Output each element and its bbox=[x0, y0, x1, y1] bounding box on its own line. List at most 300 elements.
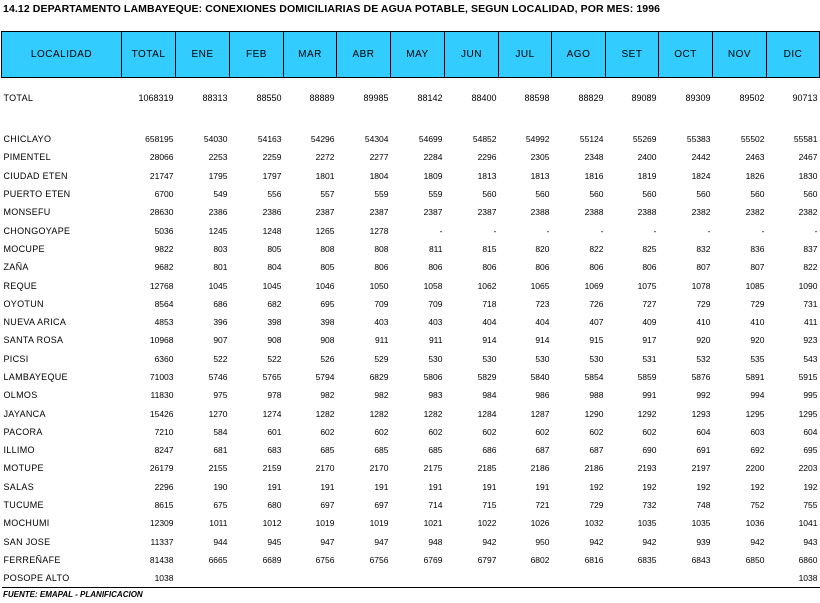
value-cell: 531 bbox=[642, 353, 657, 364]
table-row bbox=[2, 441, 820, 459]
table-row bbox=[2, 221, 820, 239]
value-cell: 54699 bbox=[418, 134, 443, 145]
value-cell: 5036 bbox=[154, 225, 174, 236]
value-cell: 832 bbox=[696, 243, 711, 254]
value-cell: 11337 bbox=[150, 536, 174, 547]
table-row bbox=[2, 386, 820, 404]
value-cell: 709 bbox=[428, 298, 443, 309]
value-cell: 806 bbox=[374, 262, 389, 273]
value-cell: 21747 bbox=[149, 170, 174, 181]
value-cell: 2296 bbox=[154, 481, 174, 492]
value-cell: 559 bbox=[428, 189, 443, 200]
value-cell: 1075 bbox=[637, 280, 657, 291]
value-cell: 1809 bbox=[423, 170, 443, 181]
value-cell: 943 bbox=[803, 536, 818, 547]
value-cell: 1795 bbox=[208, 170, 228, 181]
value-cell: 602 bbox=[320, 426, 335, 437]
value-cell bbox=[337, 569, 391, 588]
value-cell: 2387 bbox=[369, 207, 389, 218]
value-cell: 191 bbox=[428, 481, 443, 492]
value-cell: 560 bbox=[642, 189, 657, 200]
value-cell: 986 bbox=[535, 390, 550, 401]
value-cell: 920 bbox=[696, 335, 711, 346]
value-cell: 2386 bbox=[208, 207, 228, 218]
value-cell: 530 bbox=[482, 353, 497, 364]
value-cell: 1045 bbox=[262, 280, 282, 291]
table-row bbox=[2, 533, 820, 551]
value-cell: 560 bbox=[589, 189, 604, 200]
value-cell: 88829 bbox=[578, 93, 604, 103]
value-cell: 5746 bbox=[208, 372, 228, 382]
value-cell: 1274 bbox=[262, 408, 282, 419]
value-cell: 2155 bbox=[208, 463, 228, 474]
value-cell: - bbox=[600, 225, 604, 236]
value-cell: 602 bbox=[482, 426, 497, 437]
value-cell: 983 bbox=[428, 390, 443, 401]
value-cell: 55581 bbox=[793, 134, 818, 145]
value-cell: 942 bbox=[642, 536, 657, 547]
value-cell: 806 bbox=[535, 262, 550, 273]
value-cell: 718 bbox=[482, 298, 497, 309]
value-cell: 28066 bbox=[149, 152, 174, 163]
value-cell: 994 bbox=[750, 390, 765, 401]
value-cell: 914 bbox=[482, 335, 497, 346]
value-cell: 560 bbox=[750, 189, 765, 200]
value-cell: - bbox=[653, 225, 657, 236]
value-cell: 543 bbox=[803, 353, 818, 364]
value-cell: 2382 bbox=[745, 207, 765, 218]
column-header-mar: MAR bbox=[284, 32, 337, 78]
value-cell bbox=[499, 569, 552, 588]
table-row bbox=[2, 185, 820, 203]
value-cell: 1265 bbox=[315, 225, 335, 236]
value-cell: 945 bbox=[267, 536, 282, 547]
value-cell: 942 bbox=[589, 536, 604, 547]
value-cell: 801 bbox=[213, 262, 228, 273]
value-cell: 2186 bbox=[530, 463, 550, 474]
value-cell: 89309 bbox=[685, 93, 711, 103]
value-cell: 522 bbox=[267, 353, 282, 364]
value-cell: 992 bbox=[696, 390, 711, 401]
value-cell: 5859 bbox=[637, 372, 657, 382]
value-cell: 692 bbox=[750, 445, 765, 456]
total-row bbox=[2, 86, 820, 110]
value-cell: 55269 bbox=[632, 134, 657, 145]
value-cell: 560 bbox=[803, 189, 818, 200]
locality-cell: FERREÑAFE bbox=[3, 554, 61, 565]
value-cell: 584 bbox=[213, 426, 228, 437]
value-cell: 2277 bbox=[369, 152, 389, 163]
value-cell: 805 bbox=[267, 243, 282, 254]
value-cell: 2348 bbox=[584, 152, 604, 163]
value-cell: 1058 bbox=[423, 280, 443, 291]
value-cell: 603 bbox=[750, 426, 765, 437]
value-cell: 2463 bbox=[745, 152, 765, 163]
value-cell: 54992 bbox=[525, 134, 550, 145]
value-cell: 1085 bbox=[745, 280, 765, 291]
value-cell: 2193 bbox=[637, 463, 657, 474]
value-cell: 556 bbox=[267, 189, 282, 200]
locality-cell: LAMBAYEQUE bbox=[3, 372, 68, 382]
table-row bbox=[2, 404, 820, 422]
value-cell: 9822 bbox=[154, 243, 174, 254]
value-cell: 695 bbox=[320, 298, 335, 309]
value-cell: 88313 bbox=[202, 93, 228, 103]
value-cell: 690 bbox=[642, 445, 657, 456]
column-header-jul: JUL bbox=[499, 32, 552, 78]
value-cell bbox=[445, 569, 499, 588]
value-cell: 1036 bbox=[745, 518, 765, 529]
value-cell: 687 bbox=[589, 445, 604, 456]
value-cell: 947 bbox=[374, 536, 389, 547]
value-cell: 602 bbox=[374, 426, 389, 437]
locality-cell: SAN JOSE bbox=[3, 536, 51, 547]
value-cell: 2388 bbox=[584, 207, 604, 218]
value-cell: 982 bbox=[320, 390, 335, 401]
column-header-abr: ABR bbox=[337, 32, 391, 78]
value-cell: 942 bbox=[750, 536, 765, 547]
value-cell: 1046 bbox=[315, 280, 335, 291]
value-cell: 806 bbox=[482, 262, 497, 273]
value-cell: 190 bbox=[213, 481, 228, 492]
value-cell: 8564 bbox=[154, 298, 174, 309]
value-cell: 560 bbox=[696, 189, 711, 200]
value-cell: 1035 bbox=[637, 518, 657, 529]
value-cell: 681 bbox=[213, 445, 228, 456]
value-cell: - bbox=[439, 225, 443, 236]
value-cell: 1062 bbox=[477, 280, 497, 291]
value-cell: 815 bbox=[482, 243, 497, 254]
value-cell: 2400 bbox=[637, 152, 657, 163]
value-cell: 2175 bbox=[423, 463, 443, 474]
value-cell: 732 bbox=[642, 500, 657, 511]
value-cell: 404 bbox=[535, 317, 550, 328]
locality-cell: CHONGOYAPE bbox=[3, 225, 71, 236]
value-cell: 532 bbox=[696, 353, 711, 364]
value-cell: 729 bbox=[589, 500, 604, 511]
value-cell: 8247 bbox=[154, 445, 174, 456]
value-cell: 808 bbox=[374, 243, 389, 254]
value-cell: 680 bbox=[267, 500, 282, 511]
value-cell: 28630 bbox=[149, 207, 174, 218]
value-cell: 602 bbox=[535, 426, 550, 437]
value-cell: 1819 bbox=[637, 170, 657, 181]
value-cell: 675 bbox=[213, 500, 228, 511]
value-cell: 2305 bbox=[530, 152, 550, 163]
value-cell: 1816 bbox=[584, 170, 604, 181]
value-cell: 71003 bbox=[149, 372, 174, 382]
value-cell: 988 bbox=[589, 390, 604, 401]
value-cell: 6835 bbox=[637, 554, 657, 565]
value-cell: 950 bbox=[535, 536, 550, 547]
value-cell: 54852 bbox=[472, 134, 497, 145]
value-cell: 5891 bbox=[745, 372, 765, 382]
locality-cell: REQUE bbox=[3, 280, 38, 291]
value-cell: 88598 bbox=[524, 93, 550, 103]
value-cell: 1801 bbox=[315, 170, 335, 181]
value-cell: 6665 bbox=[208, 554, 228, 565]
value-cell: 939 bbox=[696, 536, 711, 547]
value-cell: 920 bbox=[750, 335, 765, 346]
value-cell: - bbox=[761, 225, 765, 236]
value-cell: 948 bbox=[428, 536, 443, 547]
value-cell: 709 bbox=[374, 298, 389, 309]
value-cell: 88889 bbox=[309, 93, 335, 103]
value-cell: 721 bbox=[535, 500, 550, 511]
table-row bbox=[2, 295, 820, 313]
value-cell: 2200 bbox=[745, 463, 765, 474]
value-cell: 530 bbox=[589, 353, 604, 364]
value-cell: 2159 bbox=[262, 463, 282, 474]
value-cell: 697 bbox=[320, 500, 335, 511]
value-cell: 715 bbox=[482, 500, 497, 511]
value-cell: 2170 bbox=[315, 463, 335, 474]
locality-cell: MONSEFU bbox=[3, 207, 51, 218]
locality-cell: ZAÑA bbox=[3, 262, 29, 273]
value-cell: 822 bbox=[803, 262, 818, 273]
value-cell: 557 bbox=[320, 189, 335, 200]
value-cell: 1026 bbox=[530, 518, 550, 529]
table-row bbox=[2, 313, 820, 331]
value-cell: 191 bbox=[482, 481, 497, 492]
value-cell: 602 bbox=[589, 426, 604, 437]
value-cell: 686 bbox=[213, 298, 228, 309]
value-cell: 191 bbox=[535, 481, 550, 492]
locality-cell: TOTAL bbox=[3, 93, 34, 103]
locality-cell: JAYANCA bbox=[3, 408, 46, 419]
value-cell: 529 bbox=[374, 353, 389, 364]
value-cell: 191 bbox=[267, 481, 282, 492]
value-cell: 808 bbox=[320, 243, 335, 254]
value-cell: 2442 bbox=[691, 152, 711, 163]
value-cell: 398 bbox=[267, 317, 282, 328]
value-cell: 403 bbox=[374, 317, 389, 328]
value-cell: 55124 bbox=[579, 134, 604, 145]
value-cell: 726 bbox=[589, 298, 604, 309]
value-cell: 191 bbox=[320, 481, 335, 492]
value-cell: 687 bbox=[535, 445, 550, 456]
value-cell: 978 bbox=[267, 390, 282, 401]
value-cell: 11830 bbox=[150, 390, 174, 401]
spacer-row bbox=[2, 110, 820, 130]
value-cell: 2272 bbox=[315, 152, 335, 163]
header-row bbox=[2, 32, 820, 78]
value-cell: 6700 bbox=[154, 189, 174, 200]
locality-cell: TUCUME bbox=[3, 500, 44, 511]
value-cell: 530 bbox=[535, 353, 550, 364]
value-cell: 2259 bbox=[262, 152, 282, 163]
value-cell: 2185 bbox=[477, 463, 497, 474]
value-cell: 602 bbox=[428, 426, 443, 437]
value-cell: 1090 bbox=[798, 280, 818, 291]
value-cell: 1287 bbox=[530, 408, 550, 419]
value-cell: 995 bbox=[803, 390, 818, 401]
value-cell: 1035 bbox=[691, 518, 711, 529]
value-cell: 685 bbox=[320, 445, 335, 456]
locality-cell: NUEVA ARICA bbox=[3, 317, 67, 328]
value-cell bbox=[606, 569, 659, 588]
column-header-ago: AGO bbox=[552, 32, 606, 78]
value-cell: 1284 bbox=[477, 408, 497, 419]
value-cell bbox=[659, 569, 713, 588]
value-cell: 6802 bbox=[530, 554, 550, 565]
value-cell: 5854 bbox=[584, 372, 604, 382]
value-cell: 8615 bbox=[154, 500, 174, 511]
value-cell: 89089 bbox=[631, 93, 657, 103]
locality-cell: OLMOS bbox=[3, 390, 38, 401]
value-cell: 991 bbox=[642, 390, 657, 401]
value-cell: 1292 bbox=[637, 408, 657, 419]
value-cell: 403 bbox=[428, 317, 443, 328]
value-cell: 2388 bbox=[637, 207, 657, 218]
value-cell: 1282 bbox=[369, 408, 389, 419]
table-row bbox=[2, 331, 820, 349]
value-cell: 5840 bbox=[530, 372, 550, 382]
value-cell: 2203 bbox=[798, 463, 818, 474]
table-row bbox=[2, 240, 820, 258]
locality-cell: MOCHUMI bbox=[3, 518, 50, 529]
value-cell: 1245 bbox=[208, 225, 228, 236]
value-cell: 81438 bbox=[149, 554, 174, 565]
value-cell: 6843 bbox=[691, 554, 711, 565]
value-cell: 806 bbox=[642, 262, 657, 273]
value-cell: 6756 bbox=[315, 554, 335, 565]
value-cell: 1069 bbox=[584, 280, 604, 291]
value-cell: 807 bbox=[696, 262, 711, 273]
locality-cell: SANTA ROSA bbox=[3, 335, 64, 346]
value-cell: 2296 bbox=[477, 152, 497, 163]
table-row bbox=[2, 496, 820, 514]
value-cell: 89502 bbox=[739, 93, 765, 103]
value-cell: 6769 bbox=[423, 554, 443, 565]
value-cell: 602 bbox=[642, 426, 657, 437]
value-cell: 811 bbox=[428, 243, 443, 254]
value-cell: 5876 bbox=[691, 372, 711, 382]
value-cell: 1041 bbox=[798, 518, 818, 529]
value-cell: 1804 bbox=[369, 170, 389, 181]
value-cell: 88400 bbox=[471, 93, 497, 103]
value-cell: 535 bbox=[750, 353, 765, 364]
value-cell: 1022 bbox=[477, 518, 497, 529]
value-cell: 908 bbox=[320, 335, 335, 346]
table-row bbox=[2, 258, 820, 276]
value-cell: 601 bbox=[267, 426, 282, 437]
value-cell: 1065 bbox=[530, 280, 550, 291]
value-cell bbox=[391, 569, 445, 588]
value-cell: 4853 bbox=[154, 317, 174, 328]
value-cell: 6860 bbox=[798, 554, 818, 565]
table-row bbox=[2, 203, 820, 221]
value-cell: 658195 bbox=[145, 134, 174, 145]
column-header-set: SET bbox=[606, 32, 659, 78]
value-cell: 88142 bbox=[417, 93, 443, 103]
table-row bbox=[2, 478, 820, 496]
value-cell: 691 bbox=[696, 445, 711, 456]
value-cell: 1032 bbox=[584, 518, 604, 529]
value-cell: 1038 bbox=[122, 569, 176, 588]
value-cell: - bbox=[707, 225, 711, 236]
value-cell: 1813 bbox=[530, 170, 550, 181]
value-cell: 984 bbox=[482, 390, 497, 401]
value-cell: 1011 bbox=[209, 518, 228, 529]
value-cell: 2467 bbox=[798, 152, 818, 163]
value-cell: 1068319 bbox=[138, 93, 174, 103]
value-cell: 54296 bbox=[310, 134, 335, 145]
value-cell: 2386 bbox=[262, 207, 282, 218]
value-cell: 1278 bbox=[369, 225, 389, 236]
value-cell: 729 bbox=[696, 298, 711, 309]
value-cell: 825 bbox=[642, 243, 657, 254]
value-cell: 836 bbox=[750, 243, 765, 254]
value-cell bbox=[230, 569, 284, 588]
table-body bbox=[2, 78, 820, 588]
value-cell: 911 bbox=[428, 335, 443, 346]
value-cell: 6689 bbox=[262, 554, 282, 565]
value-cell: 192 bbox=[696, 481, 711, 492]
value-cell: 1038 bbox=[767, 569, 820, 588]
value-cell: 1293 bbox=[691, 408, 711, 419]
value-cell: 682 bbox=[267, 298, 282, 309]
value-cell: 560 bbox=[482, 189, 497, 200]
value-cell: - bbox=[814, 225, 818, 236]
value-cell: 6360 bbox=[154, 353, 174, 364]
value-cell: 731 bbox=[803, 298, 818, 309]
value-cell: 530 bbox=[428, 353, 443, 364]
value-cell: 947 bbox=[320, 536, 335, 547]
locality-cell: PACORA bbox=[3, 426, 43, 437]
value-cell: 755 bbox=[803, 500, 818, 511]
value-cell: 822 bbox=[589, 243, 604, 254]
value-cell: 727 bbox=[642, 298, 657, 309]
value-cell: 55502 bbox=[740, 134, 765, 145]
table-row bbox=[2, 148, 820, 166]
value-cell: 404 bbox=[482, 317, 497, 328]
value-cell: 5806 bbox=[423, 372, 443, 382]
value-cell: 806 bbox=[428, 262, 443, 273]
table-row bbox=[2, 167, 820, 185]
value-cell: 837 bbox=[803, 243, 818, 254]
value-cell: 10968 bbox=[149, 335, 174, 346]
source-note: FUENTE: EMAPAL - PLANIFICACION bbox=[3, 590, 143, 599]
value-cell: 1290 bbox=[584, 408, 604, 419]
locality-cell: CHICLAYO bbox=[3, 134, 52, 145]
value-cell: 2387 bbox=[315, 207, 335, 218]
value-cell: 1295 bbox=[798, 408, 818, 419]
value-cell: 559 bbox=[374, 189, 389, 200]
value-cell: 398 bbox=[320, 317, 335, 328]
value-cell: 6816 bbox=[584, 554, 604, 565]
value-cell: 409 bbox=[642, 317, 657, 328]
value-cell: 748 bbox=[696, 500, 711, 511]
table-row bbox=[2, 551, 820, 569]
value-cell: 192 bbox=[642, 481, 657, 492]
value-cell: 192 bbox=[803, 481, 818, 492]
locality-cell: MOCUPE bbox=[3, 243, 45, 254]
value-cell: 975 bbox=[213, 390, 228, 401]
value-cell: 604 bbox=[696, 426, 711, 437]
table-row bbox=[2, 130, 820, 148]
value-cell: 15426 bbox=[149, 408, 174, 419]
value-cell: 697 bbox=[374, 500, 389, 511]
value-cell: 407 bbox=[589, 317, 604, 328]
value-cell: 1813 bbox=[477, 170, 497, 181]
value-cell: 1012 bbox=[262, 518, 282, 529]
value-cell: 1021 bbox=[423, 518, 443, 529]
value-cell: 695 bbox=[803, 445, 818, 456]
value-cell: 5915 bbox=[798, 372, 818, 382]
spacer-row bbox=[2, 78, 820, 87]
table-row bbox=[2, 514, 820, 532]
